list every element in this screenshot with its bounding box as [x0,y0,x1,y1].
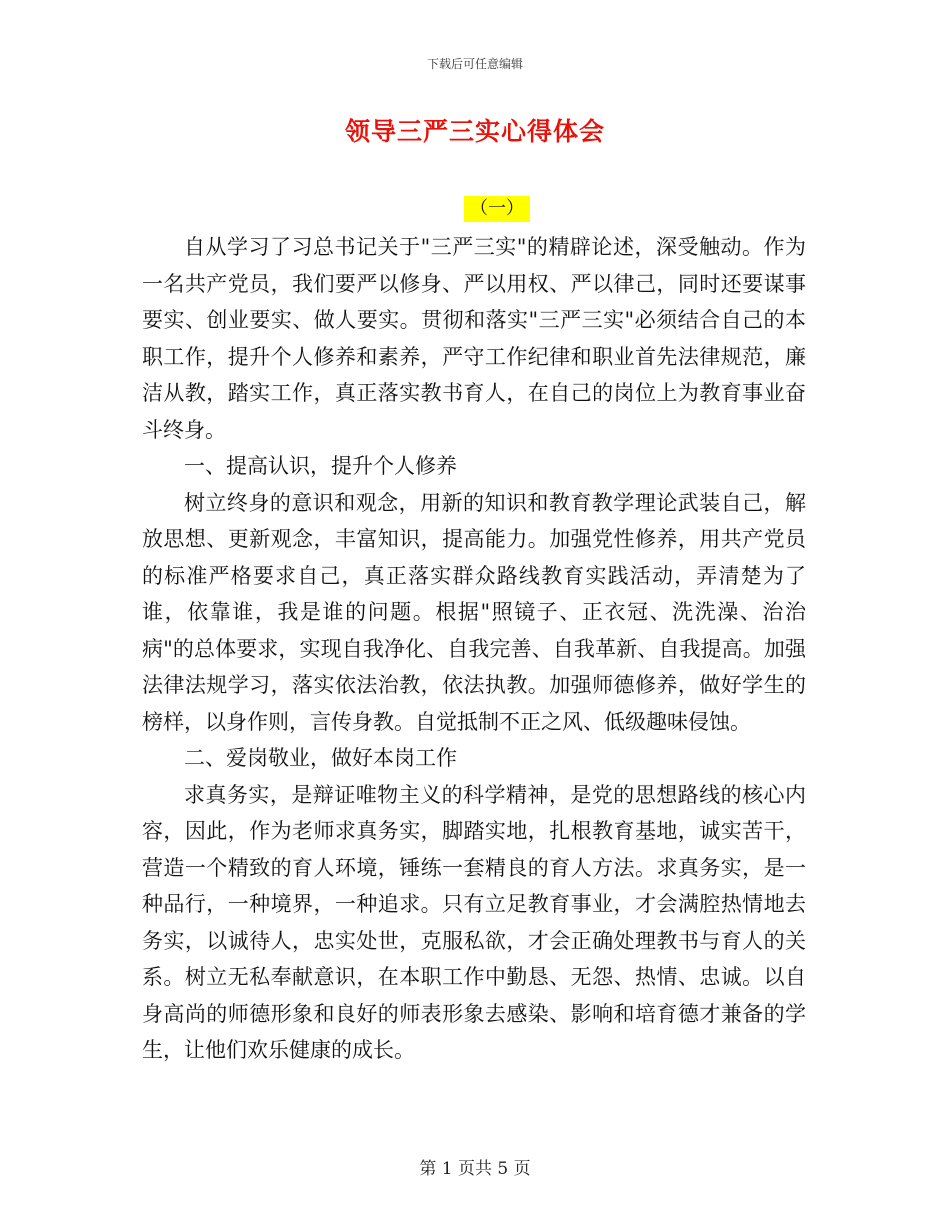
paragraph-section-1: 树立终身的意识和观念，用新的知识和教育教学理论武装自己，解放思想、更新观念，丰富知识，提高能力。加强党性修养，用共产党员的标准严格要求自己，真正落实群众路线教育实践活动，弄清楚为了谁，依靠谁，我是谁的问题。根据"照镜子、正衣冠、洗洗澡、治治病"的总体要求，实现自我净化、自我完善、自我革新、自我提高。加强法律法规学习，落实依法治教，依法执教。加强师德修养，做好学生的榜样，以身作则，言传身教。自觉抵制不正之风、低级趣味侵蚀。 [142,490,806,734]
document-body [142,229,806,1069]
section-marker-highlight: （一） [464,196,530,222]
header-note: 下载后可任意编辑 [426,57,523,71]
section-heading-2: 二、爱岗敬业，做好本岗工作 [184,746,457,770]
section-heading-1: 一、提高认识，提升个人修养 [184,454,457,478]
page-number-footer: 第 1 页共 5 页 [419,1159,531,1179]
document-title: 领导三严三实心得体会 [344,117,605,146]
paragraph-intro: 自从学习了习总书记关于"三严三实"的精辟论述，深受触动。作为一名共产党员，我们要严以修身、严以用权、严以律己，同时还要谋事要实、创业要实、做人要实。贯彻和落实"三严三实"必须结合自己的本职工作，提升个人修养和素养，严守工作纪律和职业首先法律规范，廉洁从教，踏实工作，真正落实教书育人，在自己的岗位上为教育事业奋斗终身。 [142,235,806,442]
paragraph-section-2: 求真务实，是辩证唯物主义的科学精神，是党的思想路线的核心内容，因此，作为老师求真务实，脚踏实地，扎根教育基地，诚实苦干，营造一个精致的育人环境，锤练一套精良的育人方法。求真务实，是一种品行，一种境界，一种追求。只有立足教育事业，才会满腔热情地去务实，以诚待人，忠实处世，克服私欲，才会正确处理教书与育人的关系。树立无私奉献意识，在本职工作中勤恳、无怨、热情、忠诚。以自身高尚的师德形象和良好的师表形象去感染、影响和培育德才兼备的学生，让他们欢乐健康的成长。 [142,782,806,1062]
